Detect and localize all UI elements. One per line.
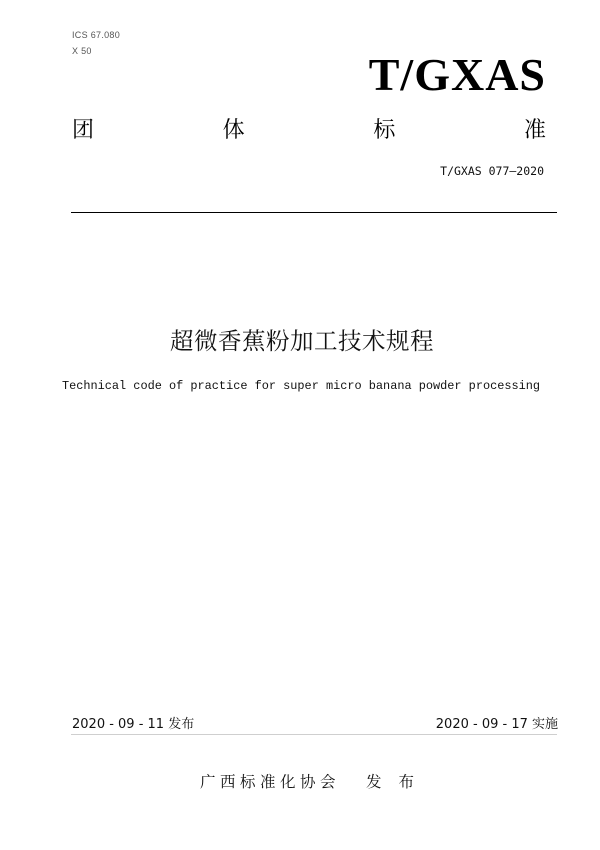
doc-type-char: 标 — [373, 118, 396, 143]
document-title-english: Technical code of practice for super micro banana powder processing — [61, 379, 541, 393]
publisher-line — [200, 772, 420, 792]
standard-brand-logo: T/GXAS — [368, 49, 546, 100]
ics-code: ICS 67.080 — [72, 30, 121, 40]
doc-type-char: 体 — [222, 118, 245, 143]
implementation-date: 2020 - 09 - 17 实施 — [435, 717, 558, 732]
issue-date: 2020 - 09 - 11 发布 — [72, 717, 195, 732]
document-type-heading — [72, 116, 546, 146]
standard-number: T/GXAS 077—2020 — [440, 164, 544, 178]
footer-divider — [71, 734, 557, 735]
doc-type-char: 准 — [523, 118, 546, 143]
ccs-code: X 50 — [72, 46, 92, 56]
publisher-action: 发 布 — [366, 773, 420, 791]
doc-type-char: 团 — [72, 118, 95, 143]
document-title-chinese: 超微香蕉粉加工技术规程 — [170, 327, 434, 355]
publisher-name: 广西标准化协会 — [200, 773, 341, 791]
header-divider — [71, 212, 557, 213]
